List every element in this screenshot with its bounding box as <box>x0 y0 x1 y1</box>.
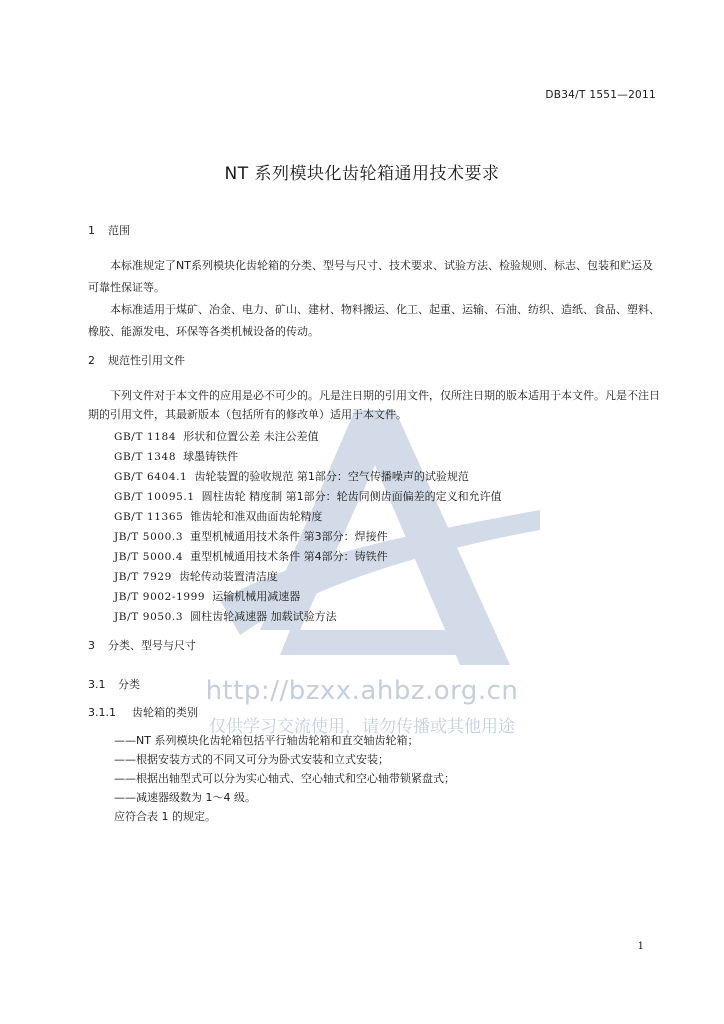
section-2-intro <box>88 386 660 424</box>
document-title: NT 系列模块化齿轮箱通用技术要求 <box>224 164 500 184</box>
section-number: 3 <box>88 639 95 652</box>
reference-item: JB/T 9050.3 圆柱齿轮减速器 加载试验方法 <box>114 610 337 623</box>
reference-item: JB/T 5000.3 重型机械通用技术条件 第3部分：焊接件 <box>114 530 388 543</box>
reference-list <box>114 427 502 627</box>
list-item: ——根据出轴型式可以分为实心轴式、空心轴式和空心轴带锁紧盘式； <box>114 772 455 785</box>
section-number: 3.1 <box>88 678 106 691</box>
reference-item: JB/T 9002-1999 运输机械用减速器 <box>114 590 301 603</box>
list-item: 应符合表 1 的规定。 <box>114 810 216 823</box>
watermark-url: http://bzxx.ahbz.org.cn <box>205 676 519 706</box>
gearbox-type-list <box>114 731 455 826</box>
section-title: 范围 <box>108 224 130 237</box>
reference-item: GB/T 1184 形状和位置公差 未注公差值 <box>114 430 319 443</box>
section-title: 分类、型号与尺寸 <box>108 639 196 652</box>
reference-item: JB/T 5000.4 重型机械通用技术条件 第4部分：铸铁件 <box>114 550 388 563</box>
section-number: 2 <box>88 354 95 367</box>
list-item: ——根据安装方式的不同又可分为卧式安装和立式安装； <box>114 753 389 766</box>
reference-item: GB/T 10095.1 圆柱齿轮 精度制 第1部分：轮齿同侧齿面偏差的定义和允许值 <box>114 490 502 503</box>
paragraph: 本标准适用于煤矿、冶金、电力、矿山、建材、物料搬运、化工、起重、运输、石油、纺织、造纸、食品、塑料、橡胶、能源发电、环保等各类机械设备的传动。 <box>88 303 660 338</box>
list-item: ——NT 系列模块化齿轮箱包括平行轴齿轮箱和直交轴齿轮箱； <box>114 734 419 747</box>
page-number: 1 <box>637 941 644 952</box>
section-title: 分类 <box>118 678 140 691</box>
standard-code: DB34/T 1551—2011 <box>545 89 656 101</box>
section-1-body <box>88 255 660 343</box>
reference-item: JB/T 7929 齿轮传动装置清洁度 <box>114 570 278 583</box>
section-title: 规范性引用文件 <box>108 354 185 367</box>
section-3-heading <box>88 637 196 653</box>
reference-item: GB/T 6404.1 齿轮装置的验收规范 第1部分：空气传播噪声的试验规范 <box>114 470 469 483</box>
paragraph: 本标准规定了NT系列模块化齿轮箱的分类、型号与尺寸、技术要求、试验方法、检验规则、标志、包装和贮运及可靠性保证等。 <box>88 259 653 294</box>
section-number: 3.1.1 <box>88 706 116 719</box>
section-1-heading <box>88 222 130 238</box>
section-2-heading <box>88 352 185 368</box>
reference-item: GB/T 1348 球墨铸铁件 <box>114 450 239 463</box>
section-title: 齿轮箱的类别 <box>132 706 198 719</box>
reference-item: GB/T 11365 锥齿轮和准双曲面齿轮精度 <box>114 510 323 523</box>
section-number: 1 <box>88 224 95 237</box>
list-item: ——减速器级数为 1～4 级。 <box>114 791 256 804</box>
watermark-note: 仅供学习交流使用，请勿传播或其他用途 <box>209 717 515 737</box>
paragraph: 下列文件对于本文件的应用是必不可少的。凡是注日期的引用文件，仅所注日期的版本适用于本文件。凡是不注日期的引用文件，其最新版本（包括所有的修改单）适用于本文件。 <box>88 389 660 421</box>
